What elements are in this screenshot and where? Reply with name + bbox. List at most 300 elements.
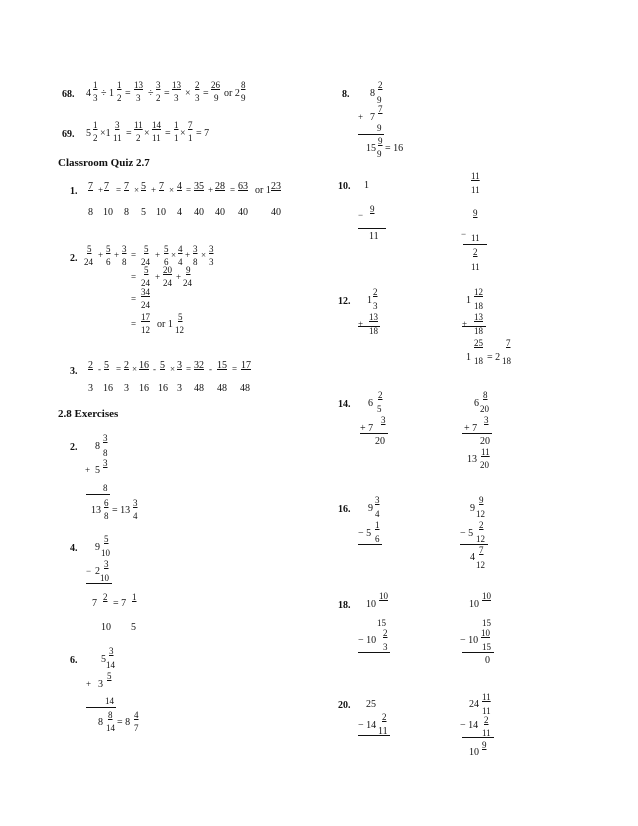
p68-frac-num: 2 [195, 80, 200, 90]
q2-frac-den: 6 [106, 257, 111, 267]
e4-rule [86, 583, 112, 584]
e12-r-den: 18 [502, 356, 511, 366]
q3-top-1: - [98, 364, 101, 374]
q2-op: = [131, 250, 137, 260]
q3-bottom-6: 48 [194, 383, 204, 394]
q2-frac-den: 24 [84, 257, 93, 267]
e16-num: 1 [375, 520, 380, 530]
q1-top-15: = [230, 185, 236, 195]
e18-num: 2 [383, 628, 388, 638]
e14-num: 2 [378, 390, 383, 400]
exercise-number-6: 6. [70, 655, 78, 666]
exercise-number-20: 20. [338, 700, 351, 711]
e6-whole: 5 [101, 654, 106, 665]
e12-num: 2 [373, 287, 378, 297]
e2-op: + [85, 465, 91, 475]
p69-frac-num: 3 [115, 120, 120, 130]
e14-r-num: 3 [484, 415, 489, 425]
q1-top-2: 7 [104, 181, 109, 192]
q2-frac-num: 5 [178, 312, 183, 322]
e2-den: 8 [104, 511, 109, 521]
e6-rule [86, 707, 116, 708]
q1-bottom-4: 10 [156, 207, 166, 218]
e12-whole: 1 [367, 295, 372, 306]
q1-top-13: + [208, 185, 214, 195]
q3-top-10: 3 [177, 360, 182, 371]
e10-rule [463, 244, 487, 245]
e20-r-whole: 24 [469, 699, 479, 710]
e16-den: 6 [375, 534, 380, 544]
p68-frac-den: 2 [117, 93, 122, 103]
e12-num: 13 [369, 312, 378, 322]
q1-bottom-2: 8 [124, 207, 129, 218]
e18-rule [358, 652, 390, 653]
p69-frac-den: 11 [113, 133, 122, 143]
problem-number-68: 68. [62, 89, 75, 100]
q2-frac-den: 24 [163, 278, 172, 288]
e16-rule [358, 544, 382, 545]
e12-op: + [358, 319, 364, 329]
quiz-number-2: 2. [70, 253, 78, 264]
e8-whole: 7 [370, 112, 375, 123]
e4-den: 10 [100, 573, 109, 583]
e6-num: 3 [109, 646, 114, 656]
q1-top-14: 28 [215, 181, 225, 192]
section-heading-quiz: Classroom Quiz 2.7 [58, 157, 150, 169]
q3-top-16: 17 [241, 360, 251, 371]
e12-r-num: 12 [474, 287, 483, 297]
e6-den: 14 [105, 696, 114, 706]
e14-op: + 7 [360, 423, 374, 434]
p68-frac-den: 9 [241, 93, 246, 103]
e20-op: − 14 [358, 720, 377, 731]
exercise-number-14: 14. [338, 399, 351, 410]
e16-r-num: 2 [479, 520, 484, 530]
e4-whole: 9 [95, 542, 100, 553]
q2-frac-num: 5 [106, 244, 111, 254]
section-heading-exercises: 2.8 Exercises [58, 408, 119, 420]
e12-rule [462, 326, 486, 327]
e2-den: 8 [103, 483, 108, 493]
q1-top-1: + [98, 185, 104, 195]
p68-frac-den: 3 [195, 93, 200, 103]
q1-top-9: × [169, 185, 175, 195]
e10-r-den: 11 [471, 262, 480, 272]
e16-r-op: − 5 [460, 528, 474, 539]
q2-eq: = [131, 294, 137, 304]
q3-top-2: 5 [104, 360, 109, 371]
q3-top-11: = [186, 364, 192, 374]
q1-top-16: 63 [238, 181, 248, 192]
q2-op: × [171, 250, 177, 260]
p69-frac-num: 1 [93, 120, 98, 130]
q3-bottom-4: 16 [158, 383, 168, 394]
e8-num: 2 [378, 80, 383, 90]
e12-r-op: + [462, 319, 468, 329]
p68-eq: = [203, 88, 209, 99]
q3-bottom-1: 16 [103, 383, 113, 394]
q1-top-7: + [151, 185, 157, 195]
e18-num: 10 [379, 591, 388, 601]
p68-frac-num: 26 [211, 80, 220, 90]
q1-top-18: 23 [271, 181, 281, 192]
e16-r-whole: 4 [470, 552, 475, 563]
e2-den: 8 [103, 448, 108, 458]
q3-top-3: = [116, 364, 122, 374]
q3-top-4: 2 [124, 360, 129, 371]
e4-num: 1 [132, 592, 137, 602]
q2-op: + [98, 250, 104, 260]
p69-frac-den: 2 [136, 133, 141, 143]
q2-frac-den: 24 [141, 300, 150, 310]
q2-frac-num: 34 [141, 287, 150, 297]
e10-r-num: 11 [471, 171, 480, 181]
q1-bottom-5: 4 [177, 207, 182, 218]
q1-top-17: or 1 [255, 185, 271, 196]
q2-frac-num: 9 [186, 265, 191, 275]
q3-bottom-2: 3 [124, 383, 129, 394]
p69-result: = 7 [196, 128, 210, 139]
p68-op: ÷ 1 [101, 88, 114, 99]
p69-op: × [144, 128, 150, 139]
p69-frac-den: 2 [93, 133, 98, 143]
p68-frac-den: 3 [174, 93, 179, 103]
q3-top-14: 15 [217, 360, 227, 371]
q2-frac-num: 3 [193, 244, 198, 254]
p69-frac-num: 11 [134, 120, 143, 130]
q2-frac-num: 20 [163, 265, 172, 275]
p68-frac-den: 9 [214, 93, 219, 103]
q1-top-10: 4 [177, 181, 182, 192]
e12-den: 3 [373, 301, 378, 311]
q1-bottom-9: 40 [271, 207, 281, 218]
p68-op: × [185, 88, 191, 99]
q3-top-15: = [232, 364, 238, 374]
e2-num: 3 [133, 498, 138, 508]
q2-frac-num: 5 [87, 244, 92, 254]
e16-op: − 5 [358, 528, 372, 539]
e16-whole: 9 [368, 503, 373, 514]
p68-frac-num: 13 [134, 80, 143, 90]
p69-frac-num: 1 [174, 120, 179, 130]
q3-top-5: × [132, 364, 138, 374]
q2-op: + [185, 250, 191, 260]
q2-frac-den: 12 [175, 325, 184, 335]
e8-den: 9 [377, 149, 382, 159]
e6-den: 7 [134, 723, 139, 733]
e20-r-den: 11 [482, 706, 491, 716]
q2-frac-den: 24 [141, 278, 150, 288]
e4-den: 5 [131, 622, 136, 633]
q2-eq: = [131, 272, 137, 282]
e20-num: 2 [382, 712, 387, 722]
e2-eq: = 13 [112, 505, 131, 516]
e18-mid: 15 [377, 618, 386, 628]
e12-r-den: 18 [474, 326, 483, 336]
e10-r-den: 11 [471, 233, 480, 243]
q2-frac-num: 3 [122, 244, 127, 254]
p68-frac-den: 3 [93, 93, 98, 103]
q2-op: + [155, 272, 161, 282]
e20-r-den: 11 [482, 728, 491, 738]
e2-num: 6 [104, 498, 109, 508]
e12-r-num: 7 [506, 338, 511, 348]
exercise-number-4: 4. [70, 543, 78, 554]
e12-r-whole: 1 [466, 295, 471, 306]
e10-num: 9 [370, 204, 375, 214]
e14-r-op: + 7 [464, 423, 478, 434]
e12-r-num: 25 [474, 338, 483, 348]
p68-frac-num: 1 [117, 80, 122, 90]
e4-num: 3 [104, 559, 109, 569]
e6-den: 14 [106, 660, 115, 670]
q2-frac-num: 3 [209, 244, 214, 254]
q3-bottom-0: 3 [88, 383, 93, 394]
e14-r-num: 11 [481, 447, 490, 457]
e10-den: 11 [369, 231, 379, 242]
q1-top-6: 5 [141, 181, 146, 192]
e8-num: 9 [378, 136, 383, 146]
q1-top-3: = [116, 185, 122, 195]
e16-r-whole: 9 [470, 503, 475, 514]
e20-r-num: 2 [484, 715, 489, 725]
e4-whole: 2 [95, 566, 100, 577]
quiz-number-1: 1. [70, 186, 78, 197]
q2-op: × [201, 250, 207, 260]
e14-rule [462, 433, 492, 434]
q2-frac-den: 6 [164, 257, 169, 267]
q2-frac-num: 17 [141, 312, 150, 322]
e12-eq: = 2 [487, 352, 501, 363]
e8-result-whole: 15 [366, 143, 376, 154]
q3-top-6: 16 [139, 360, 149, 371]
e18-den: 3 [383, 642, 388, 652]
e10-rule [358, 228, 386, 229]
p68-frac-den: 3 [136, 93, 141, 103]
q3-top-13: - [209, 364, 212, 374]
e20-r-op: − 14 [460, 720, 479, 731]
q3-bottom-8: 48 [240, 383, 250, 394]
e6-eq: = 8 [117, 717, 131, 728]
e6-den: 14 [106, 723, 115, 733]
e16-r-num: 9 [479, 495, 484, 505]
q2-eq: = [131, 319, 137, 329]
e2-whole: 5 [95, 465, 100, 476]
e10-r-op: − [461, 229, 467, 239]
exercise-number-2: 2. [70, 442, 78, 453]
q3-bottom-7: 48 [217, 383, 227, 394]
q2-op: + [155, 250, 161, 260]
q2-or: or 1 [157, 319, 173, 330]
p69-op: ×1 [100, 128, 111, 139]
q1-bottom-0: 8 [88, 207, 93, 218]
p69-op: × [180, 128, 186, 139]
e10-whole: 1 [364, 180, 369, 191]
e14-whole: 6 [368, 398, 373, 409]
e18-r-num: 10 [482, 591, 491, 601]
e8-whole: 8 [370, 88, 375, 99]
p69-eq: = [126, 128, 132, 139]
e6-num: 4 [134, 710, 139, 720]
e8-den: 9 [377, 95, 382, 105]
e20-den: 11 [378, 726, 388, 737]
e2-den: 4 [133, 511, 138, 521]
q1-top-12: 35 [194, 181, 204, 192]
q3-bottom-5: 3 [177, 383, 182, 394]
e4-result-whole: 7 [92, 598, 97, 609]
q2-frac-den: 3 [209, 257, 214, 267]
e4-num: 5 [104, 534, 109, 544]
q1-bottom-8: 40 [238, 207, 248, 218]
e6-num: 8 [108, 710, 113, 720]
q1-bottom-1: 10 [103, 207, 113, 218]
q2-frac-num: 4 [178, 244, 183, 254]
e12-r-den: 18 [474, 356, 483, 366]
exercise-number-8: 8. [342, 89, 350, 100]
e10-op: − [358, 210, 364, 220]
q2-frac-num: 5 [164, 244, 169, 254]
quiz-number-3: 3. [70, 366, 78, 377]
e18-rule [462, 652, 494, 653]
e14-num: 3 [381, 415, 386, 425]
p68-op: ÷ [148, 88, 154, 99]
q3-bottom-3: 16 [139, 383, 149, 394]
exercise-number-10: 10. [338, 181, 351, 192]
p69-whole: 5 [86, 128, 91, 139]
e14-r-den: 20 [480, 460, 489, 470]
e2-result-whole: 13 [91, 505, 101, 516]
e16-r-den: 12 [476, 509, 485, 519]
e20-whole: 25 [366, 699, 376, 710]
p68-frac-num: 13 [172, 80, 181, 90]
e6-result-whole: 8 [98, 717, 103, 728]
e16-den: 4 [375, 509, 380, 519]
q2-frac-num: 5 [144, 244, 149, 254]
q1-bottom-6: 40 [194, 207, 204, 218]
p69-frac-num: 14 [152, 120, 161, 130]
e20-r-num: 9 [482, 740, 487, 750]
e16-r-den: 12 [476, 534, 485, 544]
p69-frac-den: 1 [188, 133, 193, 143]
q2-frac-den: 24 [183, 278, 192, 288]
e8-result: = 16 [385, 143, 404, 154]
e6-num: 5 [107, 671, 112, 681]
p68-whole: 4 [86, 88, 91, 99]
q1-bottom-7: 40 [215, 207, 225, 218]
e10-r-num: 2 [473, 247, 478, 257]
e20-r-num: 11 [482, 692, 491, 702]
e14-rule [360, 433, 388, 434]
e14-r-den: 20 [480, 404, 489, 414]
q2-op: + [114, 250, 120, 260]
e4-op: − [86, 566, 92, 576]
p68-or: or 2 [224, 88, 240, 99]
e20-rule [462, 737, 494, 738]
e2-whole: 8 [95, 441, 100, 452]
e12-r-den: 18 [474, 301, 483, 311]
e4-den: 10 [101, 548, 110, 558]
e14-r-num: 8 [483, 390, 488, 400]
q2-frac-num: 5 [144, 265, 149, 275]
p69-eq: = [165, 128, 171, 139]
q1-top-11: = [186, 185, 192, 195]
q2-op: + [176, 272, 182, 282]
q2-frac-den: 24 [141, 257, 150, 267]
p68-frac-num: 3 [156, 80, 161, 90]
e6-whole: 3 [98, 679, 103, 690]
e20-rule [358, 735, 390, 736]
e2-num: 3 [103, 458, 108, 468]
q1-bottom-3: 5 [141, 207, 146, 218]
q1-top-0: 7 [88, 181, 93, 192]
e16-num: 3 [375, 495, 380, 505]
e14-den: 20 [375, 436, 385, 447]
p69-frac-den: 11 [152, 133, 161, 143]
e14-r-den: 20 [480, 436, 490, 447]
q3-top-9: × [170, 364, 176, 374]
e4-den: 10 [101, 622, 111, 633]
e18-r-whole: 10 [469, 599, 479, 610]
e14-r-whole: 13 [467, 454, 477, 465]
p68-eq: = [164, 88, 170, 99]
e12-r-num: 13 [474, 312, 483, 322]
q2-frac-den: 8 [122, 257, 127, 267]
q2-frac-den: 4 [178, 257, 183, 267]
exercise-number-16: 16. [338, 504, 351, 515]
e12-rule [358, 326, 380, 327]
e6-op: + [86, 679, 92, 689]
q3-top-7: - [153, 364, 156, 374]
p68-eq: = [125, 88, 131, 99]
q3-top-12: 32 [194, 360, 204, 371]
e4-eq: = 7 [113, 598, 127, 609]
e2-rule [86, 494, 110, 495]
e20-r-whole: 10 [469, 747, 479, 758]
e18-r-den: 15 [482, 642, 491, 652]
q1-top-5: × [134, 185, 140, 195]
e18-r-den: 15 [482, 618, 491, 628]
e18-whole: 10 [366, 599, 376, 610]
e14-den: 5 [377, 404, 382, 414]
problem-number-69: 69. [62, 129, 75, 140]
q1-top-4: 7 [124, 181, 129, 192]
e16-r-den: 12 [476, 560, 485, 570]
p69-frac-num: 7 [188, 120, 193, 130]
e18-r-num: 10 [481, 628, 490, 638]
e18-r-result: 0 [485, 655, 490, 666]
e8-rule [358, 134, 384, 135]
q3-top-0: 2 [88, 360, 93, 371]
q1-top-8: 7 [159, 181, 164, 192]
p68-frac-num: 8 [241, 80, 246, 90]
exercise-number-12: 12. [338, 296, 351, 307]
e18-r-op: − 10 [460, 635, 479, 646]
e14-r-whole: 6 [474, 398, 479, 409]
e12-r-whole: 1 [466, 352, 471, 363]
e2-num: 3 [103, 433, 108, 443]
e10-r-den: 11 [471, 185, 480, 195]
p68-frac-den: 2 [156, 93, 161, 103]
e10-r-num: 9 [473, 208, 478, 218]
p69-frac-den: 1 [174, 133, 179, 143]
e8-den: 9 [377, 123, 382, 133]
q2-frac-den: 8 [193, 257, 198, 267]
e12-den: 18 [369, 326, 378, 336]
e8-op: + [358, 112, 364, 122]
exercise-number-18: 18. [338, 600, 351, 611]
e4-num: 2 [103, 592, 108, 602]
q3-top-8: 5 [160, 360, 165, 371]
